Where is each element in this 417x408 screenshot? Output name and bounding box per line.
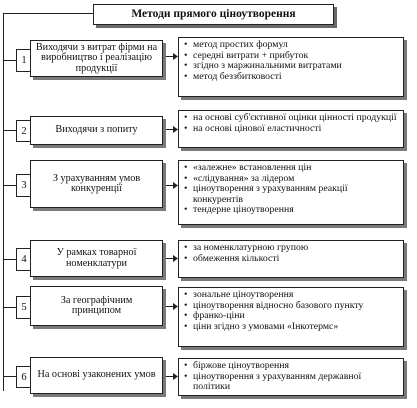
group-label-box: У рамках товарної номенклатури: [30, 240, 163, 277]
list-item: • метод беззбитковості: [183, 72, 399, 83]
group-number: 6: [16, 366, 32, 388]
arrow-icon: [166, 126, 178, 133]
group-label-box: За географічним принципом: [30, 286, 163, 326]
group-items-box: [178, 110, 404, 148]
group-items-box: [178, 37, 404, 97]
list-item: • метод простих формул: [183, 40, 399, 51]
items-list: [183, 361, 399, 393]
group-label-box: На основі узаконених умов: [30, 357, 163, 394]
group-label-box: З урахуванням умов конкуренції: [30, 160, 163, 208]
list-item: • середні витрати + прибуток: [183, 51, 399, 62]
group-number: 4: [16, 248, 32, 271]
list-item: • обмеження кількості: [183, 254, 399, 265]
arrow-icon: [166, 255, 178, 262]
items-list: [183, 40, 399, 82]
list-item: • на основі цінової еластичності: [183, 124, 399, 135]
group-number: 5: [16, 296, 32, 319]
group-number: 2: [16, 120, 32, 142]
arrow-icon: [166, 373, 178, 380]
group-connector: [3, 307, 16, 308]
group-connector: [3, 185, 16, 186]
group-connector: [3, 130, 16, 131]
list-item: • ціноутворення з урахуванням реакції конкурентів: [183, 184, 399, 205]
list-item: • на основі суб'єктивної оцінки цінності продукції: [183, 113, 399, 124]
list-item: • зональне ціноутворення: [183, 290, 399, 301]
list-item: • «залежне» встановлення цін: [183, 163, 399, 174]
list-item: • тендерне ціноутворення: [183, 205, 399, 216]
diagram-title: Методи прямого ціноутворення: [93, 4, 334, 25]
group-number: 3: [16, 174, 32, 197]
group-label-box: Виходячи з попиту: [30, 116, 163, 145]
group-items-box: [178, 160, 404, 225]
group-items-box: [178, 358, 404, 396]
group-connector: [3, 259, 16, 260]
group-items-box: [178, 287, 404, 347]
arrow-icon: [166, 303, 178, 310]
list-item: • франко-ціни: [183, 311, 399, 322]
list-item: • «слідування» за лідером: [183, 174, 399, 185]
vertical-connector: [3, 13, 4, 391]
list-item: • за номенклатурною групою: [183, 243, 399, 254]
group-number: 1: [16, 49, 32, 72]
list-item: • ціноутворення з урахуванням державної політики: [183, 372, 399, 393]
group-label-box: Виходячи з витрат фірми на виробництво і реалізацію продукції: [30, 40, 163, 77]
group-connector: [3, 376, 16, 377]
list-item: • ціноутворення відносно базового пункту: [183, 301, 399, 312]
items-list: [183, 113, 399, 134]
list-item: • біржове ціноутворення: [183, 361, 399, 372]
items-list: [183, 163, 399, 216]
list-item: • ціни згідно з умовами «Інкотермс»: [183, 322, 399, 333]
items-list: [183, 243, 399, 264]
group-items-box: [178, 240, 404, 278]
group-connector: [3, 60, 16, 61]
arrow-icon: [166, 182, 178, 189]
list-item: • згідно з маржинальними витратами: [183, 61, 399, 72]
items-list: [183, 290, 399, 332]
arrow-icon: [166, 53, 178, 60]
title-connector: [3, 13, 93, 14]
